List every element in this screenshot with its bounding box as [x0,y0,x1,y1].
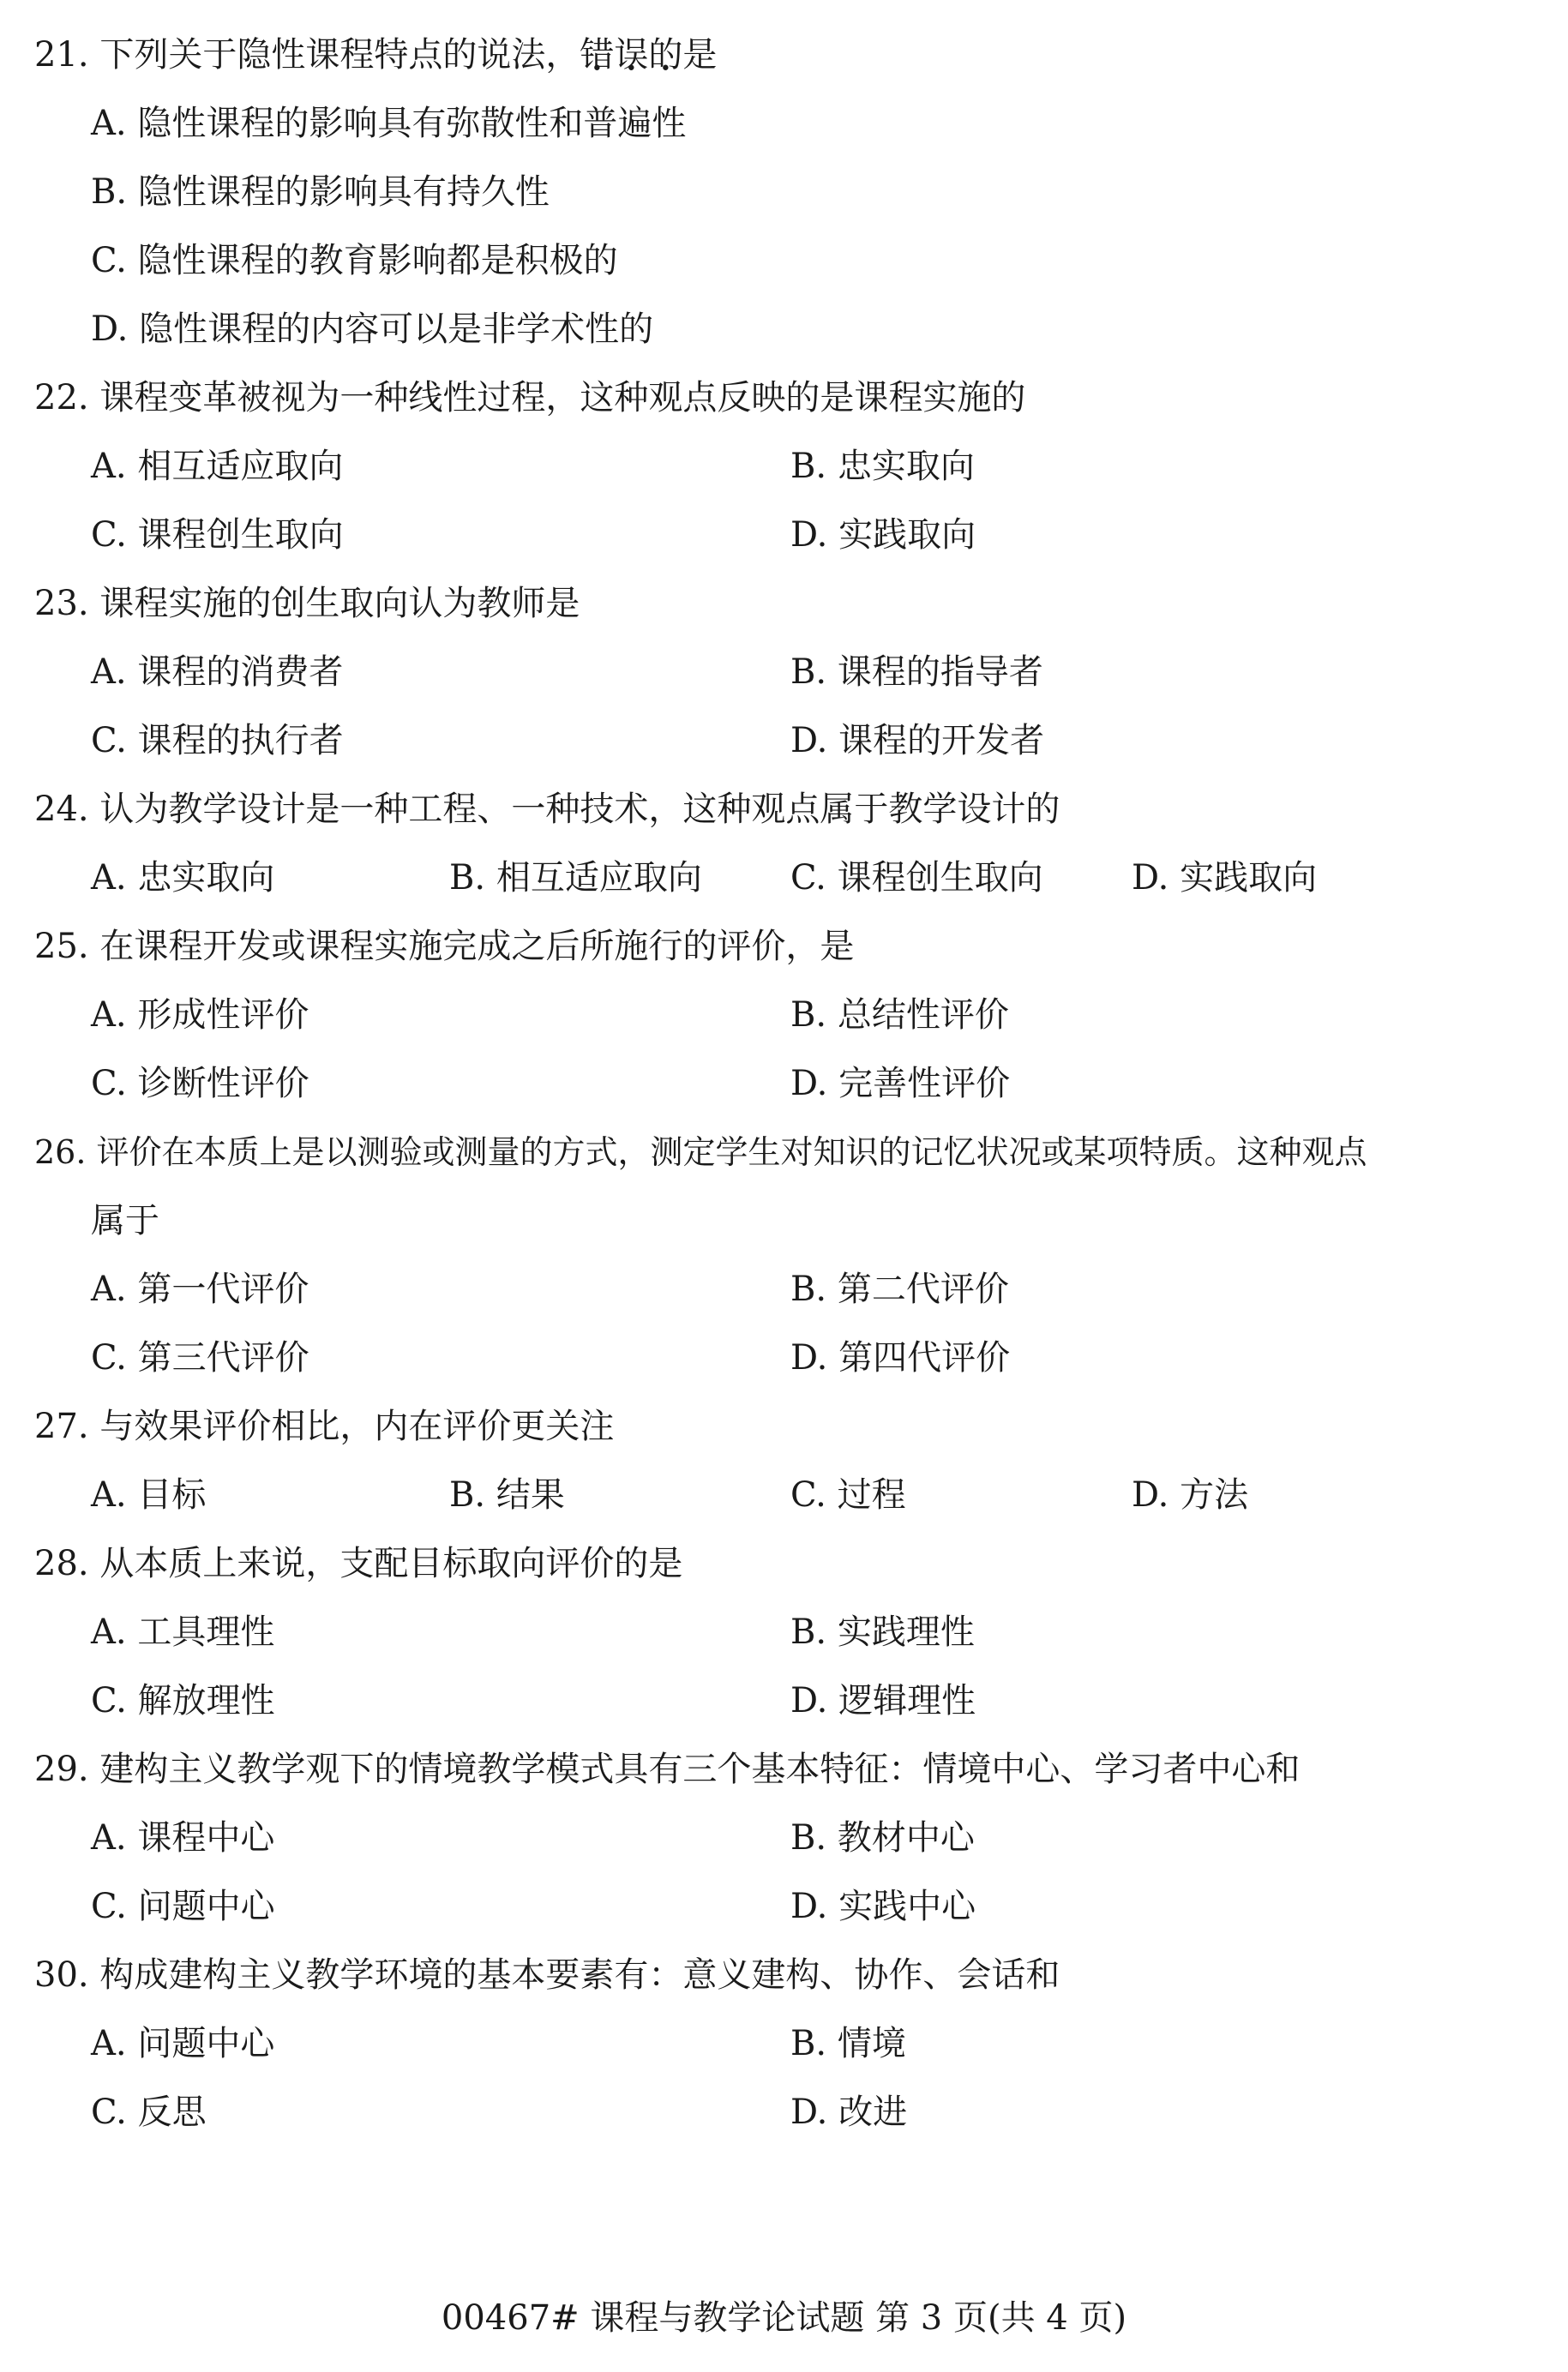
question-29-option-a: A. 课程中心 [91,1818,275,1858]
question-30-option-b: B. 情境 [790,2024,906,2063]
question-26-option-c: C. 第三代评价 [91,1338,309,1378]
question-30-option-d: D. 改进 [790,2093,908,2132]
question-26-option-d: D. 第四代评价 [790,1338,1011,1378]
question-24-stem: 24. 认为教学设计是一种工程、一种技术，这种观点属于教学设计的 [34,790,1060,829]
emphasis-char: 错 [580,35,615,75]
question-21-option-a: A. 隐性课程的影响具有弥散性和普遍性 [91,104,687,143]
question-24-option-d: D. 实践取向 [1132,858,1318,898]
question-27-option-c: C. 过程 [790,1475,906,1515]
question-21-option-b: B. 隐性课程的影响具有持久性 [91,172,550,212]
question-25-option-c: C. 诊断性评价 [91,1064,309,1103]
question-27-option-d: D. 方法 [1132,1475,1249,1515]
question-27-option-a: A. 目标 [91,1475,207,1515]
question-30-option-c: C. 反思 [91,2093,207,2132]
question-24-option-a: A. 忠实取向 [91,858,275,898]
question-29-option-c: C. 问题中心 [91,1887,275,1926]
question-28-option-b: B. 实践理性 [790,1612,975,1652]
question-26-stem-continued: 属于 [91,1201,159,1240]
question-26-stem: 26. 评价在本质上是以测验或测量的方式，测定学生对知识的记忆状况或某项特质。这种观点 [34,1133,1367,1171]
question-29-option-b: B. 教材中心 [790,1818,975,1858]
question-24-option-b: B. 相互适应取向 [449,858,702,898]
question-23-stem: 23. 课程实施的创生取向认为教师是 [34,584,580,623]
question-27-stem: 27. 与效果评价相比，内在评价更关注 [34,1407,615,1446]
question-29-stem: 29. 建构主义教学观下的情境教学模式具有三个基本特征：情境中心、学习者中心和 [34,1750,1301,1789]
question-25-option-a: A. 形成性评价 [91,995,309,1035]
question-30-stem: 30. 构成建构主义教学环境的基本要素有：意义建构、协作、会话和 [34,1955,1060,1995]
question-22-option-d: D. 实践取向 [790,515,976,555]
question-22-option-c: C. 课程创生取向 [91,515,344,555]
page-footer: 00467# 课程与教学论试题 第 3 页(共 4 页) [441,2298,1127,2338]
question-21-option-c: C. 隐性课程的教育影响都是积极的 [91,241,618,280]
question-27-option-b: B. 结果 [449,1475,565,1515]
question-30-option-a: A. 问题中心 [91,2024,275,2063]
question-26-option-b: B. 第二代评价 [790,1270,1009,1309]
question-23-option-a: A. 课程的消费者 [91,652,344,692]
question-22-option-b: B. 忠实取向 [790,447,975,486]
question-29-option-d: D. 实践中心 [790,1887,976,1926]
question-26-option-a: A. 第一代评价 [91,1270,309,1309]
question-23-option-c: C. 课程的执行者 [91,721,344,760]
question-21-option-d: D. 隐性课程的内容可以是非学术性的 [91,309,654,349]
emphasis-char: 的 [648,35,683,75]
question-25-option-b: B. 总结性评价 [790,995,1009,1035]
question-28-stem: 28. 从本质上来说，支配目标取向评价的是 [34,1544,683,1583]
emphasis-char: 误 [614,35,649,75]
question-28-option-d: D. 逻辑理性 [790,1681,976,1720]
question-23-option-d: D. 课程的开发者 [790,721,1045,760]
question-24-option-c: C. 课程创生取向 [790,858,1043,898]
question-28-option-a: A. 工具理性 [91,1612,275,1652]
question-21-stem: 21. 下列关于隐性课程特点的说法，错误的是 [34,35,718,75]
question-25-stem: 25. 在课程开发或课程实施完成之后所施行的评价，是 [34,927,855,966]
question-23-option-b: B. 课程的指导者 [790,652,1043,692]
question-22-stem: 22. 课程变革被视为一种线性过程，这种观点反映的是课程实施的 [34,378,1026,417]
question-28-option-c: C. 解放理性 [91,1681,275,1720]
question-25-option-d: D. 完善性评价 [790,1064,1011,1103]
question-22-option-a: A. 相互适应取向 [91,447,344,486]
